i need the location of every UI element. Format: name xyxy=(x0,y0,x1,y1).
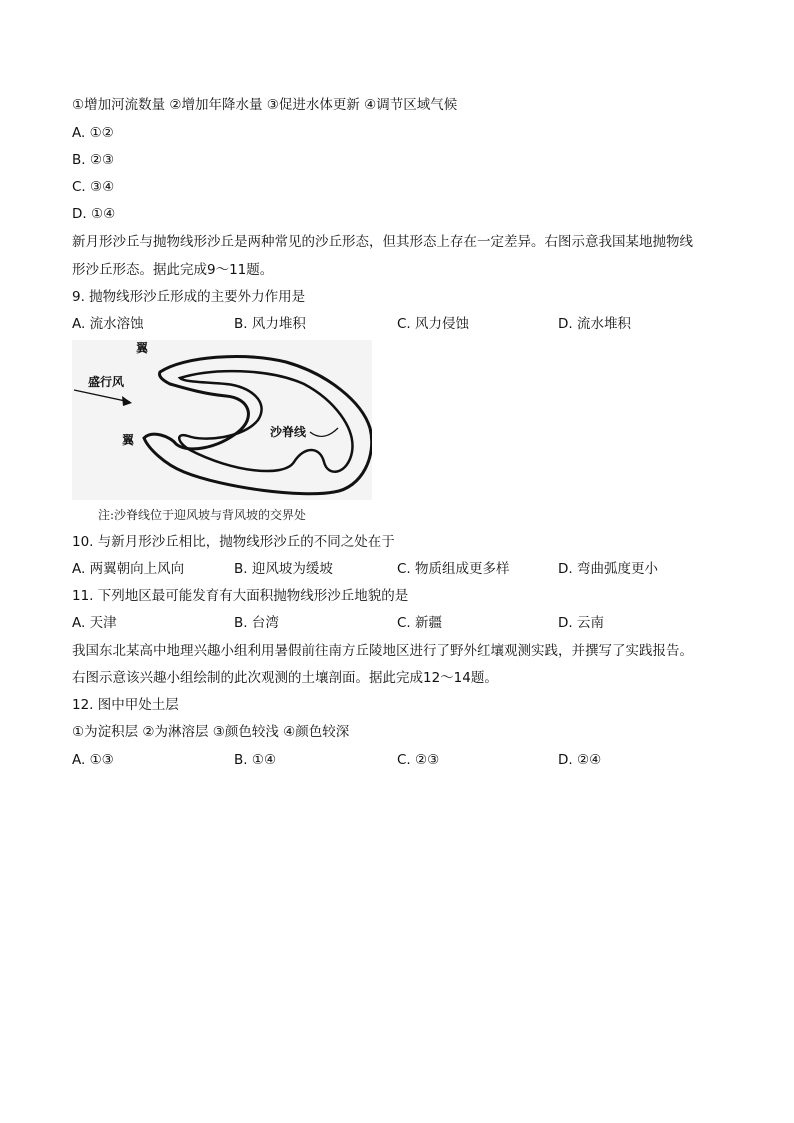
q9-option-d: D. 流水堆积 xyxy=(558,316,631,332)
q12-statements: ①为淀积层 ②为淋溶层 ③颜色较浅 ④颜色较深 xyxy=(72,724,350,740)
q11-stem: 11. 下列地区最可能发育有大面积抛物线形沙丘地貌的是 xyxy=(72,588,409,604)
q9-option-a: A. 流水溶蚀 xyxy=(72,316,144,332)
parabolic-dune-figure xyxy=(72,340,372,500)
q11-option-a: A. 天津 xyxy=(72,615,117,631)
passage2-line-2: 右图示意该兴趣小组绘制的此次观测的土壤剖面。据此完成12～14题。 xyxy=(72,670,498,686)
passage-line-2: 形沙丘形态。据此完成9～11题。 xyxy=(72,262,274,278)
q12-stem: 12. 图中甲处土层 xyxy=(72,697,179,713)
q10-stem: 10. 与新月形沙丘相比，抛物线形沙丘的不同之处在于 xyxy=(72,534,395,550)
label-sand-ridge: 沙脊线 xyxy=(270,425,307,439)
q10-option-d: D. 弯曲弧度更小 xyxy=(558,561,658,577)
label-wing-bottom: 翼 xyxy=(122,433,135,447)
q11-option-d: D. 云南 xyxy=(558,615,604,631)
q12-option-b: B. ①④ xyxy=(234,752,277,768)
q12-option-d: D. ②④ xyxy=(558,752,602,768)
q8-statements: ①增加河流数量 ②增加年降水量 ③促进水体更新 ④调节区域气候 xyxy=(72,97,458,113)
figure-note: 注:沙脊线位于迎风坡与背风坡的交界处 xyxy=(98,508,307,522)
q10-option-a: A. 两翼朝向上风向 xyxy=(72,561,185,577)
q10-option-c: C. 物质组成更多样 xyxy=(397,561,510,577)
q8-option-a: A. ①② xyxy=(72,125,114,141)
q11-option-c: C. 新疆 xyxy=(397,615,443,631)
figure-background xyxy=(72,340,372,500)
label-prevailing-wind: 盛行风 xyxy=(88,375,125,389)
passage2-line-1: 我国东北某高中地理兴趣小组利用暑假前往南方丘陵地区进行了野外红壤观测实践，并撰写了实践报告。 xyxy=(72,643,693,659)
q12-option-c: C. ②③ xyxy=(397,752,440,768)
label-wing-top: 翼 xyxy=(136,341,149,355)
q9-option-b: B. 风力堆积 xyxy=(234,316,306,332)
q12-option-a: A. ①③ xyxy=(72,752,114,768)
q8-option-d: D. ①④ xyxy=(72,206,116,222)
q9-option-c: C. 风力侵蚀 xyxy=(397,316,470,332)
q8-option-b: B. ②③ xyxy=(72,152,115,168)
passage-line-1: 新月形沙丘与抛物线形沙丘是两种常见的沙丘形态，但其形态上存在一定差异。右图示意我国某地抛物线 xyxy=(72,234,693,250)
q11-option-b: B. 台湾 xyxy=(234,615,279,631)
q10-option-b: B. 迎风坡为缓坡 xyxy=(234,561,333,577)
q9-stem: 9. 抛物线形沙丘形成的主要外力作用是 xyxy=(72,289,306,305)
q8-option-c: C. ③④ xyxy=(72,179,115,195)
